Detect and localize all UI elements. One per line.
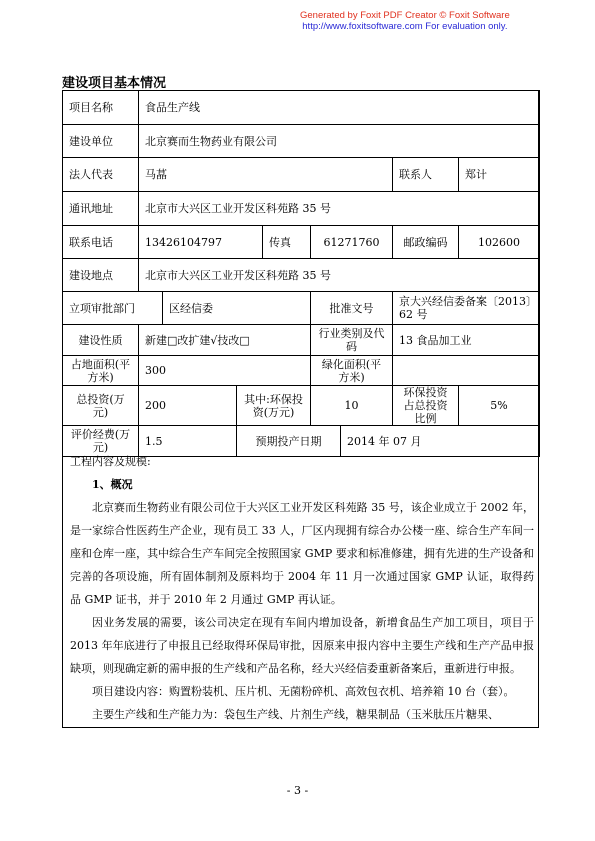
subsection-heading: 1、概况	[92, 478, 133, 491]
label-approval-no: 批准文号	[311, 292, 393, 325]
table-row	[63, 356, 540, 386]
value-investment: 200	[139, 386, 237, 426]
value-project-name: 食品生产线	[139, 91, 540, 125]
project-info-table	[62, 90, 540, 457]
table-row	[63, 125, 540, 158]
value-nature: 新建□改扩建√技改□	[139, 325, 311, 356]
label-project-name: 项目名称	[63, 91, 139, 125]
label-env-ratio: 环保投资占总投资比例	[393, 386, 459, 426]
label-unit: 建设单位	[63, 125, 139, 158]
label-prod-date: 预期投产日期	[237, 426, 341, 457]
value-contact: 郑计	[459, 158, 540, 192]
label-postcode: 邮政编码	[393, 226, 459, 259]
value-industry: 13 食品加工业	[393, 325, 540, 356]
value-site: 北京市大兴区工业开发区科苑路 35 号	[139, 259, 540, 292]
paragraph-capacity: 主要生产线和生产能力为：袋包生产线、片剂生产线，糖果制品（玉米肽压片糖果、	[92, 708, 499, 721]
label-investment: 总投资(万元)	[63, 386, 139, 426]
label-area: 占地面积(平方米)	[63, 356, 139, 386]
value-legal-rep: 马蕌	[139, 158, 393, 192]
value-green	[393, 356, 540, 386]
table-row	[63, 259, 540, 292]
foxit-watermark	[300, 10, 510, 32]
value-env-ratio: 5%	[459, 386, 540, 426]
table-row	[63, 192, 540, 226]
table-row	[63, 91, 540, 125]
value-approval-no: 京大兴经信委备案〔2013〕62 号	[393, 292, 540, 325]
value-env-invest: 10	[311, 386, 393, 426]
value-phone: 13426104797	[139, 226, 263, 259]
label-industry: 行业类别及代码	[311, 325, 393, 356]
label-fax: 传真	[263, 226, 311, 259]
label-address: 通讯地址	[63, 192, 139, 226]
value-approval-dept: 区经信委	[163, 292, 311, 325]
value-unit: 北京赛而生物药业有限公司	[139, 125, 540, 158]
label-site: 建设地点	[63, 259, 139, 292]
label-approval-dept: 立项审批部门	[63, 292, 163, 325]
table-row	[63, 158, 540, 192]
value-fax: 61271760	[311, 226, 393, 259]
value-address: 北京市大兴区工业开发区科苑路 35 号	[139, 192, 540, 226]
page-title: 建设项目基本情况	[62, 76, 167, 91]
table-row	[63, 226, 540, 259]
table-row	[63, 292, 540, 325]
label-green: 绿化面积(平方米)	[311, 356, 393, 386]
section-heading: 工程内容及规模:	[70, 455, 151, 468]
label-eval-fee: 评价经费(万元)	[63, 426, 139, 457]
project-description	[70, 450, 534, 726]
paragraph-overview: 北京赛而生物药业有限公司位于大兴区工业开发区科苑路 35 号，该企业成立于 2002 年，是一家综合性医药生产企业，现有员工 33 人，厂区内现拥有综合办公楼一座、综合生产车间一座和仓库一座，其中综合生产车间完全按照国家 GMP 要求和标准修建，拥有先进的生产设备和完善的各项设施，所有固体制剂及原料均于 2004 年 11 月一次通过国家 GMP 认证，取得药品 GMP 证书，并于 2010 年 2 月通过 GMP 再认证。	[70, 501, 534, 606]
value-area: 300	[139, 356, 311, 386]
value-postcode: 102600	[459, 226, 540, 259]
value-eval-fee: 1.5	[139, 426, 237, 457]
paragraph-background: 因业务发展的需要，该公司决定在现有车间内增加设备，新增食品生产加工项目，项目于 2013 年年底进行了申报且已经取得环保局审批，因原来申报内容中主要生产线和生产产品申报缺项，则现确定新的需申报的生产线和产品名称，经大兴经信委重新备案后，重新进行申报。	[70, 616, 534, 675]
table-row	[63, 325, 540, 356]
table-row	[63, 386, 540, 426]
label-contact: 联系人	[393, 158, 459, 192]
watermark-line-2: http://www.foxitsoftware.com For evaluation only.	[302, 21, 508, 32]
label-phone: 联系电话	[63, 226, 139, 259]
value-prod-date: 2014 年 07 月	[341, 426, 540, 457]
watermark-line-1: Generated by Foxit PDF Creator © Foxit Software	[300, 10, 510, 21]
page-number: - 3 -	[286, 784, 309, 797]
label-nature: 建设性质	[63, 325, 139, 356]
label-env-invest: 其中:环保投资(万元)	[237, 386, 311, 426]
paragraph-content: 项目建设内容：购置粉装机、压片机、无菌粉碎机、高效包衣机、培养箱 10 台（套）。	[92, 685, 515, 698]
label-legal-rep: 法人代表	[63, 158, 139, 192]
